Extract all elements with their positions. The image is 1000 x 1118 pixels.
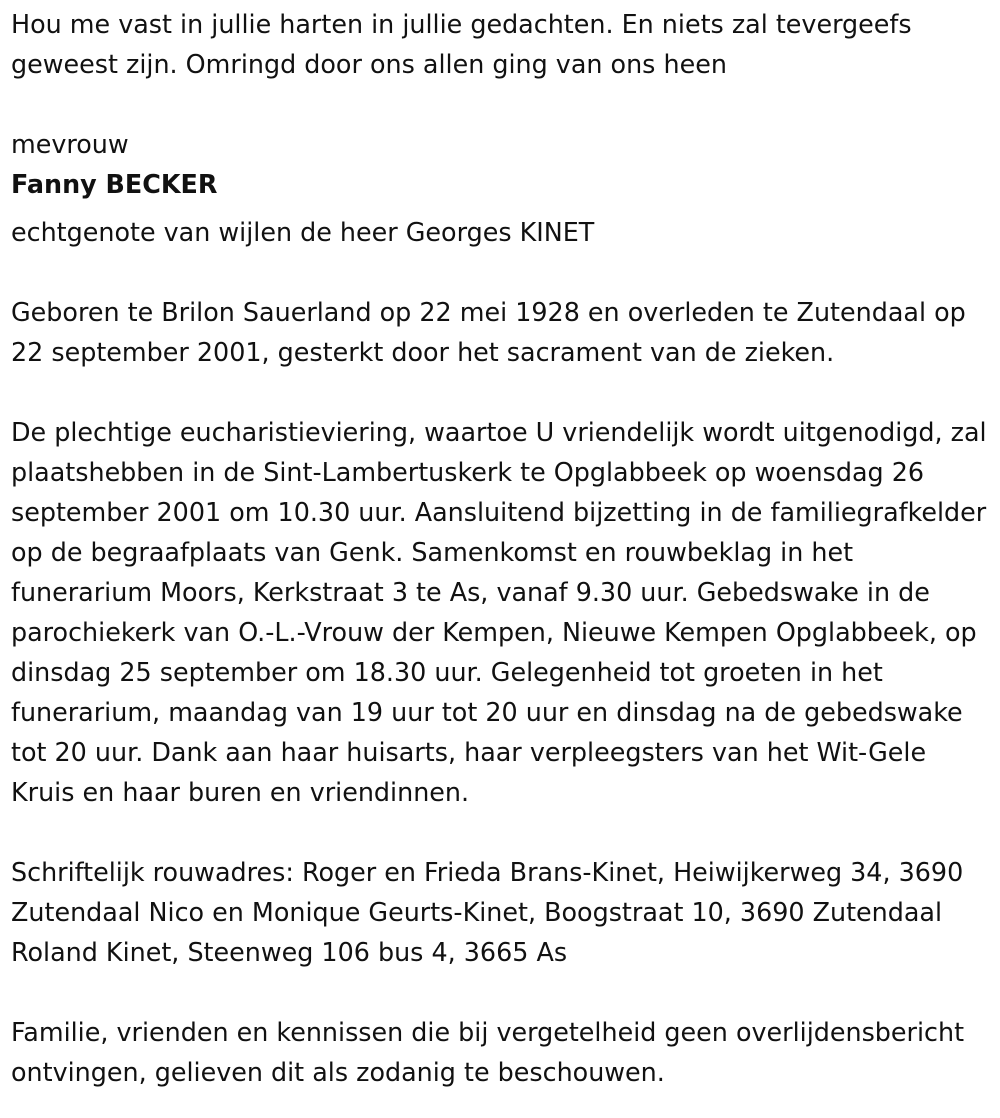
deceased-name: Fanny BECKER: [11, 169, 218, 199]
spacer: [11, 372, 988, 412]
closing-paragraph: Familie, vrienden en kennissen die bij vergetelheid geen overlijdensbericht ontvingen, gelieven dit als zodanig te beschouwen.: [11, 1017, 965, 1087]
spacer: [11, 252, 988, 292]
birth-death-paragraph: Geboren te Brilon Sauerland op 22 mei 1928 en overleden te Zutendaal op 22 september 2001, gesterkt door het sacrament van de zieken.: [11, 297, 966, 367]
mourning-address-paragraph: Schriftelijk rouwadres: Roger en Frieda Brans-Kinet, Heiwijkerweg 34, 3690 Zutendaal Nico en Monique Geurts-Kinet, Boogstraat 10, 3690 Zutendaal Roland Kinet, Steenweg 106 bus 4, 3665 As: [11, 857, 964, 967]
spacer: [11, 812, 988, 852]
spacer: [11, 972, 988, 1012]
intro-verse: Hou me vast in jullie harten in jullie gedachten. En niets zal tevergeefs geweest zijn. Omringd door ons allen ging van ons heen: [11, 9, 912, 79]
ceremony-paragraph: De plechtige eucharistieviering, waartoe U vriendelijk wordt uitgenodigd, zal plaatshebben in de Sint-Lambertuskerk te Opglabbeek op woensdag 26 september 2001 om 10.30 uur. Aansluitend bijzetting in de familiegrafkelder op de begraafplaats van Genk. Samenkomst en rouwbeklag in het funerarium Moors, Kerkstraat 3 te As, vanaf 9.30 uur. Gebedswake in de parochiekerk van O.-L.-Vrouw der Kempen, Nieuwe Kempen Opglabbeek, op dinsdag 25 september om 18.30 uur. Gelegenheid tot groeten in het funerarium, maandag van 19 uur tot 20 uur en dinsdag na de gebedswake tot 20 uur. Dank aan haar huisarts, haar verpleegsters van het Wit-Gele Kruis en haar buren en vriendinnen.: [11, 417, 987, 807]
spouse-line: echtgenote van wijlen de heer Georges KINET: [11, 217, 595, 247]
honorific-title: mevrouw: [11, 129, 129, 159]
spacer: [11, 84, 988, 124]
